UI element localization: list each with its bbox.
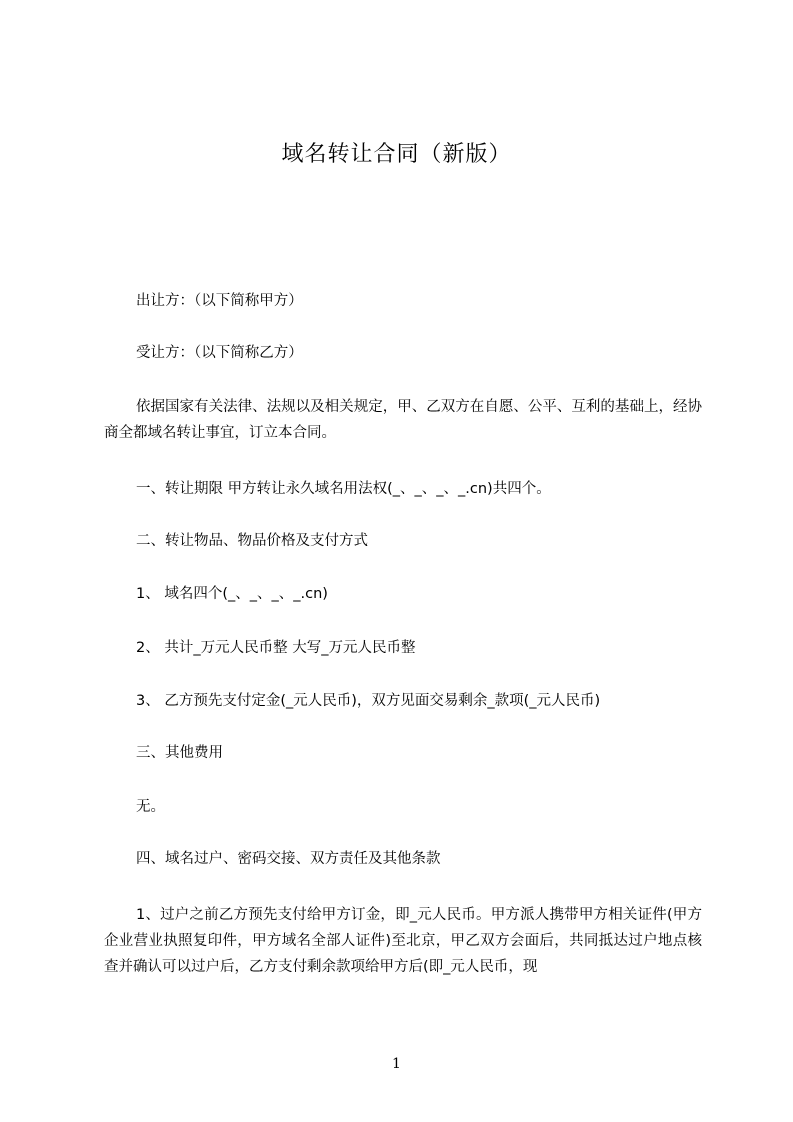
section-4-item-1: 1、过户之前乙方预先支付给甲方订金，即_元人民币。甲方派人携带甲方相关证件(甲方企业营业执照复印件，甲方域名全部人证件)至北京，甲乙双方会面后，共同抵达过户地点核查并确认可以过户后，乙方支付剩余款项给甲方后(即_元人民币，现 xyxy=(104,907,702,975)
paragraph-preamble: 依据国家有关法律、法规以及相关规定，甲、乙双方在自愿、公平、互利的基础上，经协商全都域名转让事宜，订立本合同。 xyxy=(104,399,702,441)
document-title: 域名转让合同（新版） xyxy=(281,142,512,167)
section-2-heading: 二、转让物品、物品价格及支付方式 xyxy=(136,533,368,549)
section-3-content: 无。 xyxy=(136,799,165,815)
section-4-heading: 四、域名过户、密码交接、双方责任及其他条款 xyxy=(136,851,441,867)
section-2-item-3: 3、 乙方预先支付定金(_元人民币)，双方见面交易剩余_款项(_元人民币) xyxy=(136,693,601,709)
paragraph-transferee: 受让方：（以下简称乙方） xyxy=(136,345,303,361)
paragraph-transferor: 出让方：（以下简称甲方） xyxy=(136,293,303,309)
section-3-heading: 三、其他费用 xyxy=(136,745,223,761)
section-2-item-2: 2、 共计_万元人民币整 大写_万元人民币整 xyxy=(136,640,416,656)
section-2-item-1: 1、 域名四个(_、_、_、_.cn) xyxy=(136,586,328,602)
section-1-transfer-term: 一、转让期限 甲方转让永久域名用法权(_、_、_、_.cn)共四个。 xyxy=(136,481,551,497)
page-number: 1 xyxy=(392,1056,401,1072)
